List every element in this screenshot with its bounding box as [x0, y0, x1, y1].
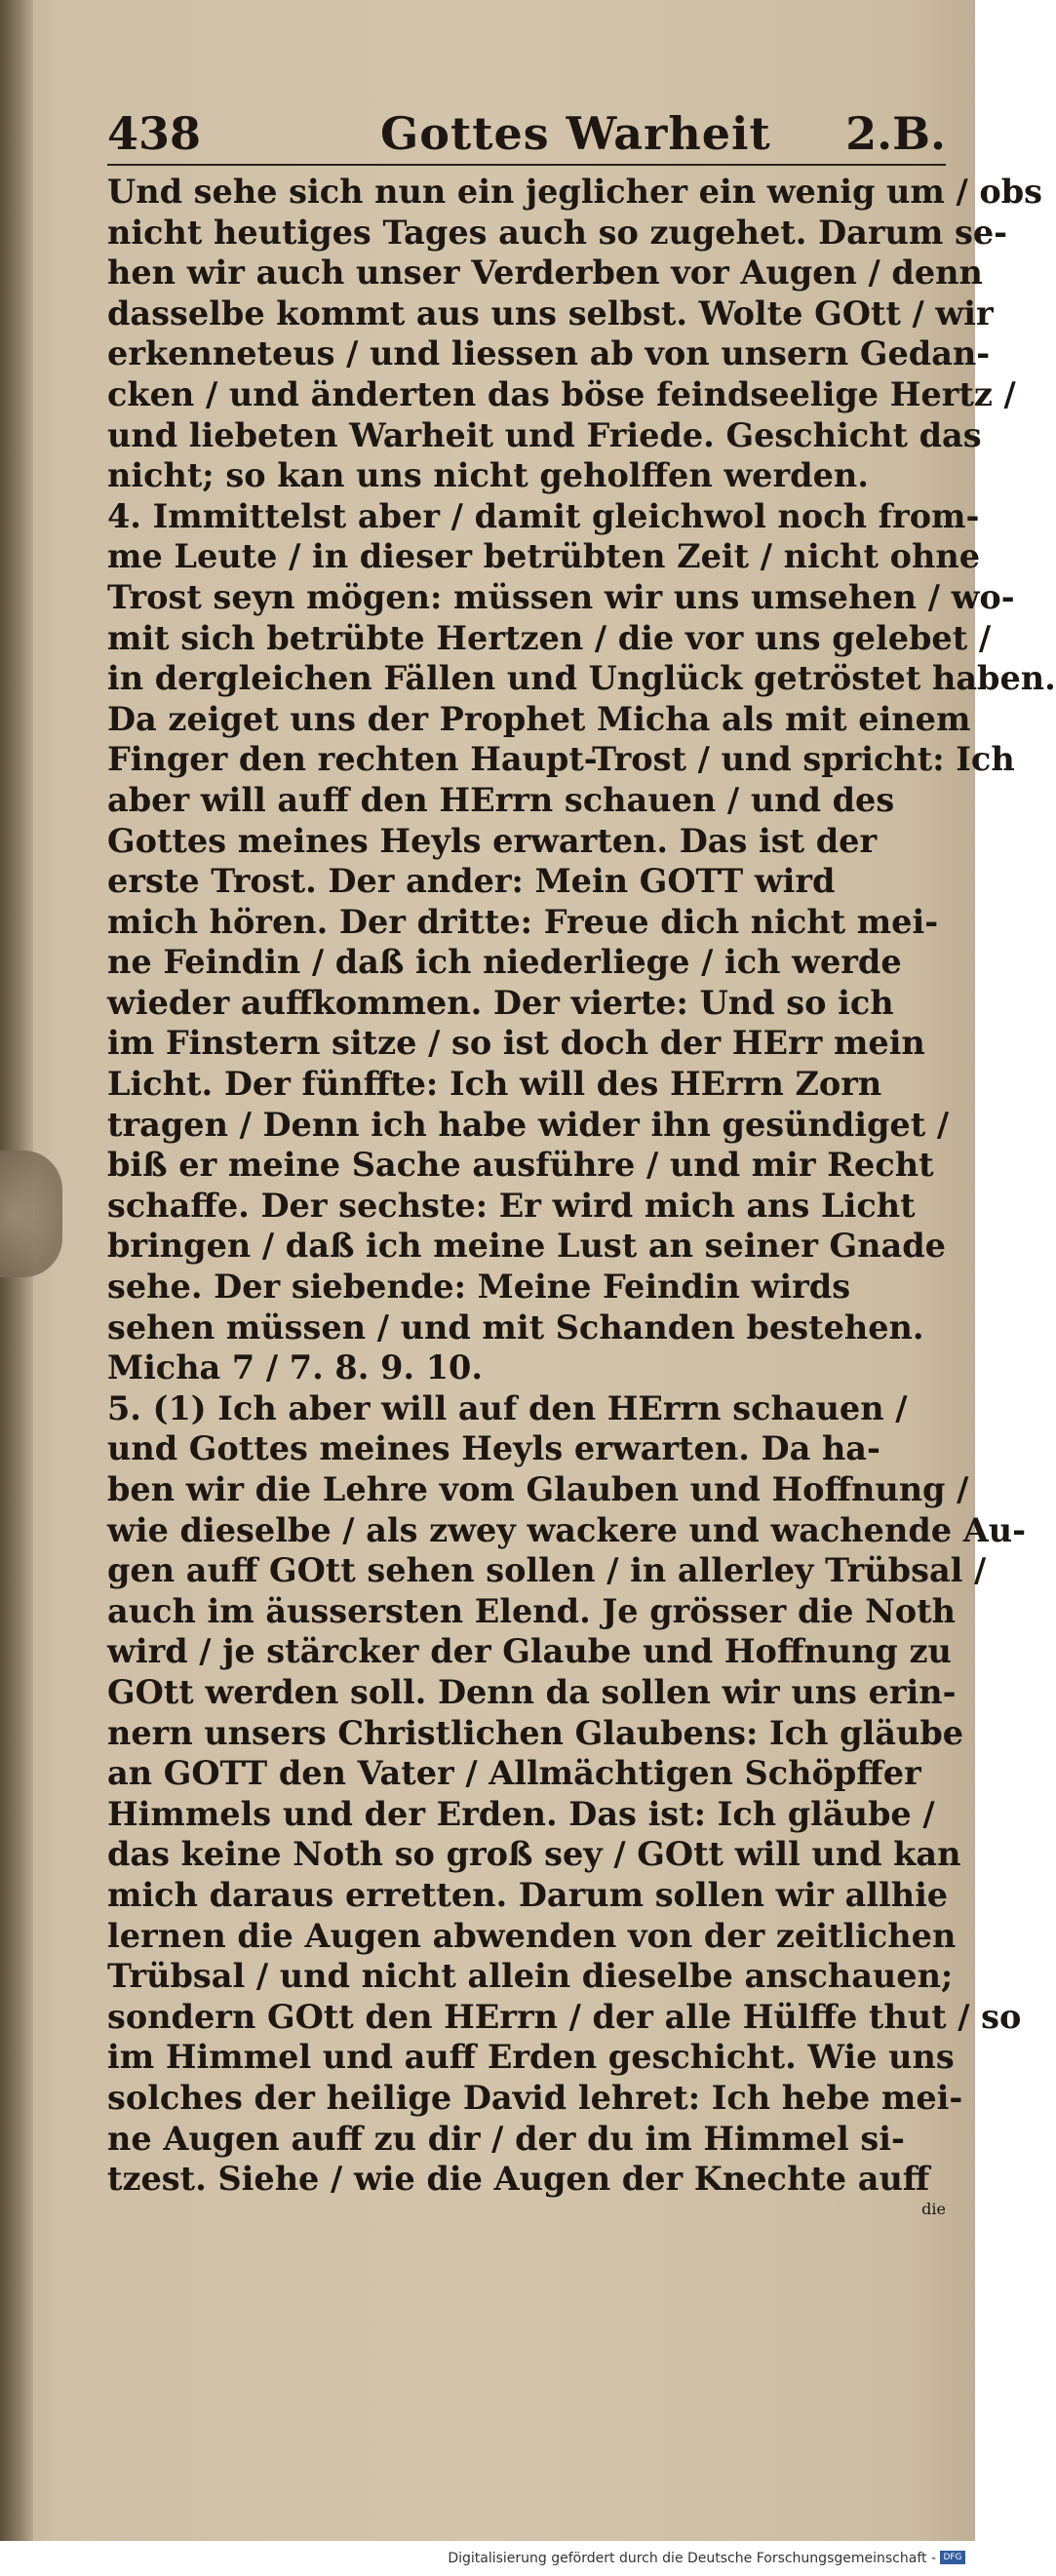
page-number: 438: [107, 107, 202, 160]
text-line: Da zeiget uns der Prophet Micha als mit einem: [107, 699, 971, 738]
text-line: aber will auff den HErrn schauen / und des: [107, 780, 895, 819]
text-line: cken / und änderten das böse feindseelige Hertz /: [107, 374, 1016, 413]
text-line: Licht. Der fünffte: Ich will des HErrn Zorn: [107, 1065, 882, 1104]
text-line: gen auff GOtt sehen sollen / in allerley Trübsal /: [107, 1551, 987, 1590]
text-line: nicht heutiges Tages auch so zugehet. Darum se-: [107, 213, 1008, 252]
dfg-logo: DFG: [940, 2551, 965, 2564]
running-title: Gottes Warheit: [380, 107, 771, 160]
text-line: das keine Noth so groß sey / GOtt will und kan: [107, 1835, 961, 1874]
text-line: im Himmel und auff Erden geschicht. Wie uns: [107, 2038, 955, 2077]
catchword: die: [921, 2199, 946, 2218]
text-line: wieder auffkommen. Der vierte: Und so ich: [107, 983, 894, 1022]
text-page: [107, 94, 1056, 2240]
text-line: an GOTT den Vater / Allmächtigen Schöpffer: [107, 1754, 921, 1793]
text-line: tragen / Denn ich habe wider ihn gesündiget /: [107, 1105, 950, 1144]
text-line: 5. (1) Ich aber will auf den HErrn schauen /: [107, 1388, 908, 1427]
text-line: Finger den rechten Haupt-Trost / und spricht: Ich: [107, 740, 1015, 779]
text-line: wie dieselbe / als zwey wackere und wachende Au-: [107, 1510, 1026, 1549]
text-line: mit sich betrübte Hertzen / die vor uns gelebet /: [107, 618, 992, 657]
text-line: dasselbe kommt aus uns selbst. Wolte GOtt / wir: [107, 293, 994, 332]
text-line: in dergleichen Fällen und Unglück getröstet haben.: [107, 659, 1056, 698]
text-line: ne Feindin / daß ich niederliege / ich werde: [107, 943, 902, 982]
text-line: lernen die Augen abwenden von der zeitlichen: [107, 1916, 957, 1955]
text-line: schaffe. Der sechste: Er wird mich ans Licht: [107, 1186, 916, 1225]
text-line: erste Trost. Der ander: Mein GOTT wird: [107, 862, 836, 901]
text-line: me Leute / in dieser betrübten Zeit / nicht ohne: [107, 537, 981, 576]
text-line: ne Augen auff zu dir / der du im Himmel si-: [107, 2119, 905, 2158]
running-header: [107, 94, 946, 166]
footer-credit: Digitalisierung gefördert durch die Deutsche Forschungsgemeinschaft -: [448, 2551, 936, 2566]
text-line: bringen / daß ich meine Lust an seiner Gnade: [107, 1227, 946, 1266]
text-line: 4. Immittelst aber / damit gleichwol noch from-: [107, 496, 980, 535]
text-line: solches der heilige David lehret: Ich hebe mei-: [107, 2078, 963, 2117]
text-line: GOtt werden soll. Denn da sollen wir uns erin-: [107, 1672, 957, 1711]
text-line: Und sehe sich nun ein jeglicher ein wenig um / obs: [107, 173, 1043, 211]
text-line: und liebeten Warheit und Friede. Geschicht das: [107, 415, 982, 454]
text-line: sehe. Der siebende: Meine Feindin wirds: [107, 1268, 851, 1307]
text-line: erkenneteus / und liessen ab von unsern Gedan-: [107, 334, 991, 373]
text-line: tzest. Siehe / wie die Augen der Knechte auff: [107, 2160, 930, 2199]
book-clasp: [0, 1151, 62, 1277]
text-line: auch im äussersten Elend. Je grösser die Noth: [107, 1591, 956, 1630]
text-line: mich hören. Der dritte: Freue dich nicht mei-: [107, 902, 939, 941]
text-line: Himmels und der Erden. Das ist: Ich gläube /: [107, 1794, 935, 1833]
text-line: Micha 7 / 7. 8. 9. 10.: [107, 1348, 483, 1387]
text-line: sondern GOtt den HErrn / der alle Hülffe thut / so: [107, 1997, 1022, 2036]
chapter-marker: 2.B.: [845, 107, 946, 160]
text-line: nern unsers Christlichen Glaubens: Ich gläube: [107, 1713, 964, 1752]
footer-bar: [0, 2541, 975, 2576]
text-line: ben wir die Lehre vom Glauben und Hoffnung /: [107, 1470, 969, 1508]
text-line: Trost seyn mögen: müssen wir uns umsehen / wo-: [107, 577, 1015, 616]
text-line: biß er meine Sache ausführe / und mir Recht: [107, 1146, 934, 1185]
text-line: hen wir auch unser Verderben vor Augen / denn: [107, 254, 983, 293]
text-line: Gottes meines Heyls erwarten. Das ist der: [107, 821, 878, 860]
text-line: mich daraus erretten. Darum sollen wir allhie: [107, 1875, 949, 1914]
text-line: wird / je stärcker der Glaube und Hoffnung zu: [107, 1632, 952, 1671]
text-line: und Gottes meines Heyls erwarten. Da ha-: [107, 1429, 880, 1468]
text-line: im Finstern sitze / so ist doch der HErr mein: [107, 1024, 925, 1063]
text-line: sehen müssen / und mit Schanden bestehen.: [107, 1308, 924, 1347]
text-line: Trübsal / und nicht allein dieselbe anschauen;: [107, 1957, 954, 1996]
text-line: nicht; so kan uns nicht geholffen werden.: [107, 456, 869, 495]
body-text: [107, 172, 1056, 2200]
